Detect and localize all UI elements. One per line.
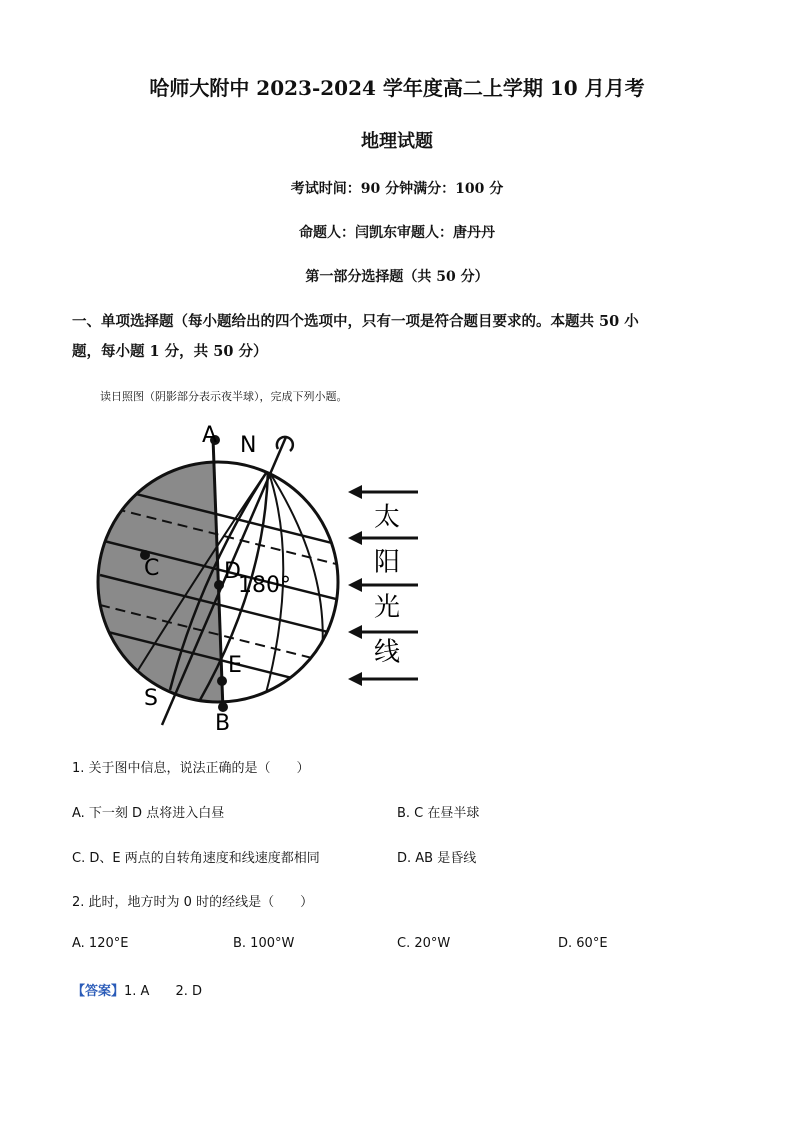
sunlight-char-2: 阳 [374, 547, 401, 578]
section-heading [72, 307, 722, 367]
question-1-option-c: C. D、E 两点的自转角速度和线速度都相同 [72, 851, 320, 866]
subject-title: 地理试题 [361, 131, 433, 152]
question-1-option-a: A. 下一刻 D 点将进入白昼 [72, 806, 225, 821]
sunlight-globe-figure [90, 425, 430, 745]
question-2-option-b: B. 100°W [233, 936, 295, 951]
sunlight-char-4: 线 [374, 637, 401, 668]
label-s: S [144, 686, 158, 712]
label-e: E [228, 653, 242, 679]
question-1-option-b: B. C 在昼半球 [397, 806, 480, 821]
label-a: A [202, 425, 218, 449]
part-title: 第一部分选择题（共 50 分） [305, 269, 489, 285]
answer-tag: 【答案】 [72, 984, 125, 999]
label-n: N [240, 433, 257, 459]
question-2-option-c: C. 20°W [397, 936, 451, 951]
question-2-stem: 2. 此时，地方时为 0 时的经线是（ ） [72, 895, 314, 910]
instruction-text: 读日照图（阴影部分表示夜半球），完成下列小题。 [100, 390, 348, 403]
page-title: 哈师大附中 2023-2024 学年度高二上学期 10 月月考 [149, 76, 645, 100]
sunlight-char-3: 光 [374, 592, 401, 623]
authors-line: 命题人：闫凯东审题人：唐丹丹 [299, 225, 495, 241]
point-d-dot [214, 580, 224, 590]
exam-info: 考试时间：90 分钟满分：100 分 [290, 181, 504, 197]
label-b: B [215, 711, 231, 737]
longitude-180-label: 180° [238, 573, 291, 599]
point-e-dot [217, 676, 227, 686]
section-heading-line1: 一、单项选择题（每小题给出的四个选项中，只有一项是符合题目要求的。本题共 50 小 [72, 313, 639, 330]
answer-line [72, 980, 202, 999]
section-heading-line2: 题，每小题 1 分，共 50 分） [72, 343, 268, 360]
question-2-option-d: D. 60°E [558, 936, 608, 951]
question-1-stem: 1. 关于图中信息，说法正确的是（ ） [72, 761, 310, 776]
question-1-option-d: D. AB 是昏线 [397, 851, 477, 866]
question-2-option-a: A. 120°E [72, 936, 129, 951]
label-d: D [224, 559, 241, 585]
sunlight-char-1: 太 [374, 502, 401, 533]
answer-text: 1. A 2. D [124, 984, 202, 999]
label-c: C [144, 556, 160, 582]
